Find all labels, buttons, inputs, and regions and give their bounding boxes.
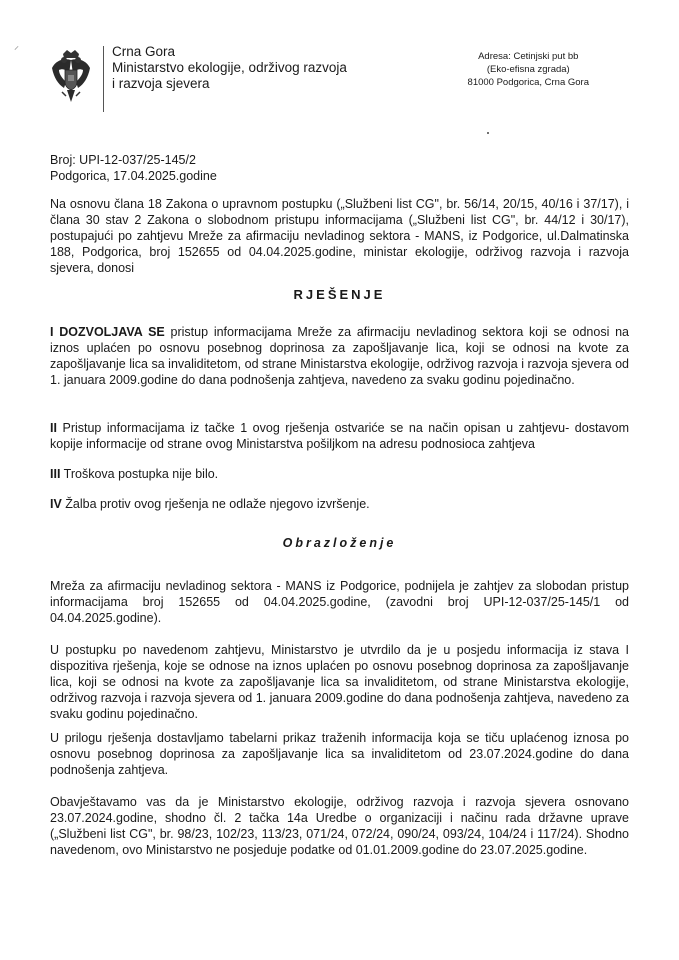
ministry-header [112,44,347,92]
scan-mark: ⸝ [14,41,19,52]
address-line1: Adresa: Cetinjski put bb [478,51,579,62]
item-ii-text: Pristup informacijama iz tačke 1 ovog rješenja ostvariće se na način opisan u zahtjevu- dostavom kopije informacije od strane ovog Ministarstva pošiljkom na adresu podnosioca zahtjeva [50,421,629,451]
coat-of-arms-icon [50,48,92,110]
item-i [50,324,629,388]
item-ii [50,420,629,452]
ministry-address [468,50,589,89]
address-line3: 81000 Podgorica, Crna Gora [467,77,589,88]
country-name: Crna Gora [112,44,176,59]
scan-speck [487,132,489,134]
ministry-name-line2: i razvoja sjevera [112,76,210,91]
item-i-label: I DOZVOLJAVA SE [50,325,165,339]
reasoning-title: Obrazloženje [282,536,397,550]
item-ii-label: II [50,421,57,435]
reasoning-paragraph-2: U postupku po navedenom zahtjevu, Ministarstvo je utvrdilo da je u posjedu informacija iz stava I dispozitiva rješenja, koje se odnose na iznos uplaćen po osnovu posebnog doprinosa za zapošljavanje lica, koji se odnosi na kvote za zapošljavanje lica sa invaliditetom, od strane Ministarstva ekologije, održivog razvoja i razvoja sjevera od 1. januara 2009.godine do dana podnošenja zahtjeva, navedeno za svaku godinu pojedinačno. [50,643,629,721]
item-iv-label: IV [50,497,62,511]
item-iii-text: Troškova postupka nije bilo. [60,467,219,481]
address-line2: (Eko-efisna zgrada) [486,64,570,75]
reasoning-paragraph-1: Mreža za afirmaciju nevladinog sektora - MANS iz Podgorice, podnijela je zahtjev za slobodan pristup informacijama broj 152655 od 04.04.2025.godine, (zavodni broj UPI-12-037/25-145/1 od 04.04.2025.godine). [50,579,629,625]
reasoning-paragraph-4: Obavještavamo vas da je Ministarstvo ekologije, održivog razvoja i razvoja sjevera osnovano 23.07.2024.godine, shodno čl. 2 tačka 14a Uredbe o organizaciji i načinu rada državne uprave („Službeni list CG", br. 98/23, 102/23, 113/23, 071/24, 072/24, 090/24, 093/24, 104/24 i 117/24). Shodno navedenom, ovo Ministarstvo ne posjeduje podatke od 01.01.2009.godine do 23.07.2025.godine. [50,795,629,857]
decision-title: RJEŠENJE [293,287,386,302]
item-iii [50,466,629,482]
header-divider [103,46,104,112]
document-place-date: Podgorica, 17.04.2025.godine [50,169,217,183]
item-i-text: pristup informacijama Mreže za afirmaciju nevladinog sektora koji se odnosi na iznos uplaćen po osnovu posebnog doprinosa za zapošljavanje lica, koji se odnosi na kvote za zapošljavanje lica sa invaliditetom, od strane Ministarstva ekologije, održivog razvoja i razvoja sjevera od 1. januara 2009.godine do dana podnošenja zahtjeva, navedeno za svaku godinu pojedinačno. [50,325,630,387]
document-number: Broj: UPI-12-037/25-145/2 [50,153,196,167]
item-iv [50,496,629,512]
ministry-name-line1: Ministarstvo ekologije, održivog razvoja [112,60,347,75]
reasoning-paragraph-3: U prilogu rješenja dostavljamo tabelarni prikaz traženih informacija koja se tiču uplaćenog iznosa po osnovu posebnog doprinosa za zapošljavanje lica sa invaliditetom od 23.07.2024.godine do dana podnošenja zahtjeva. [50,731,629,777]
item-iii-label: III [50,467,61,481]
document-meta [50,152,217,184]
item-iv-text: Žalba protiv ovog rješenja ne odlaže njegovo izvršenje. [61,497,370,511]
intro-paragraph: Na osnovu člana 18 Zakona o upravnom postupku („Službeni list CG", br. 56/14, 20/15, 40/16 i 37/17), i člana 30 stav 2 Zakona o slobodnom pristupu informacijama („Službeni list CG", br. 44/12 i 30/17), postupajući po zahtjevu Mreže za afirmaciju nevladinog sektora - MANS, iz Podgorice, ul.Dalmatinska 188, Podgorica, broj 152655 od 04.04.2025.godine, ministar ekologije, održivog razvoja i razvoja sjevera, donosi [50,197,629,275]
